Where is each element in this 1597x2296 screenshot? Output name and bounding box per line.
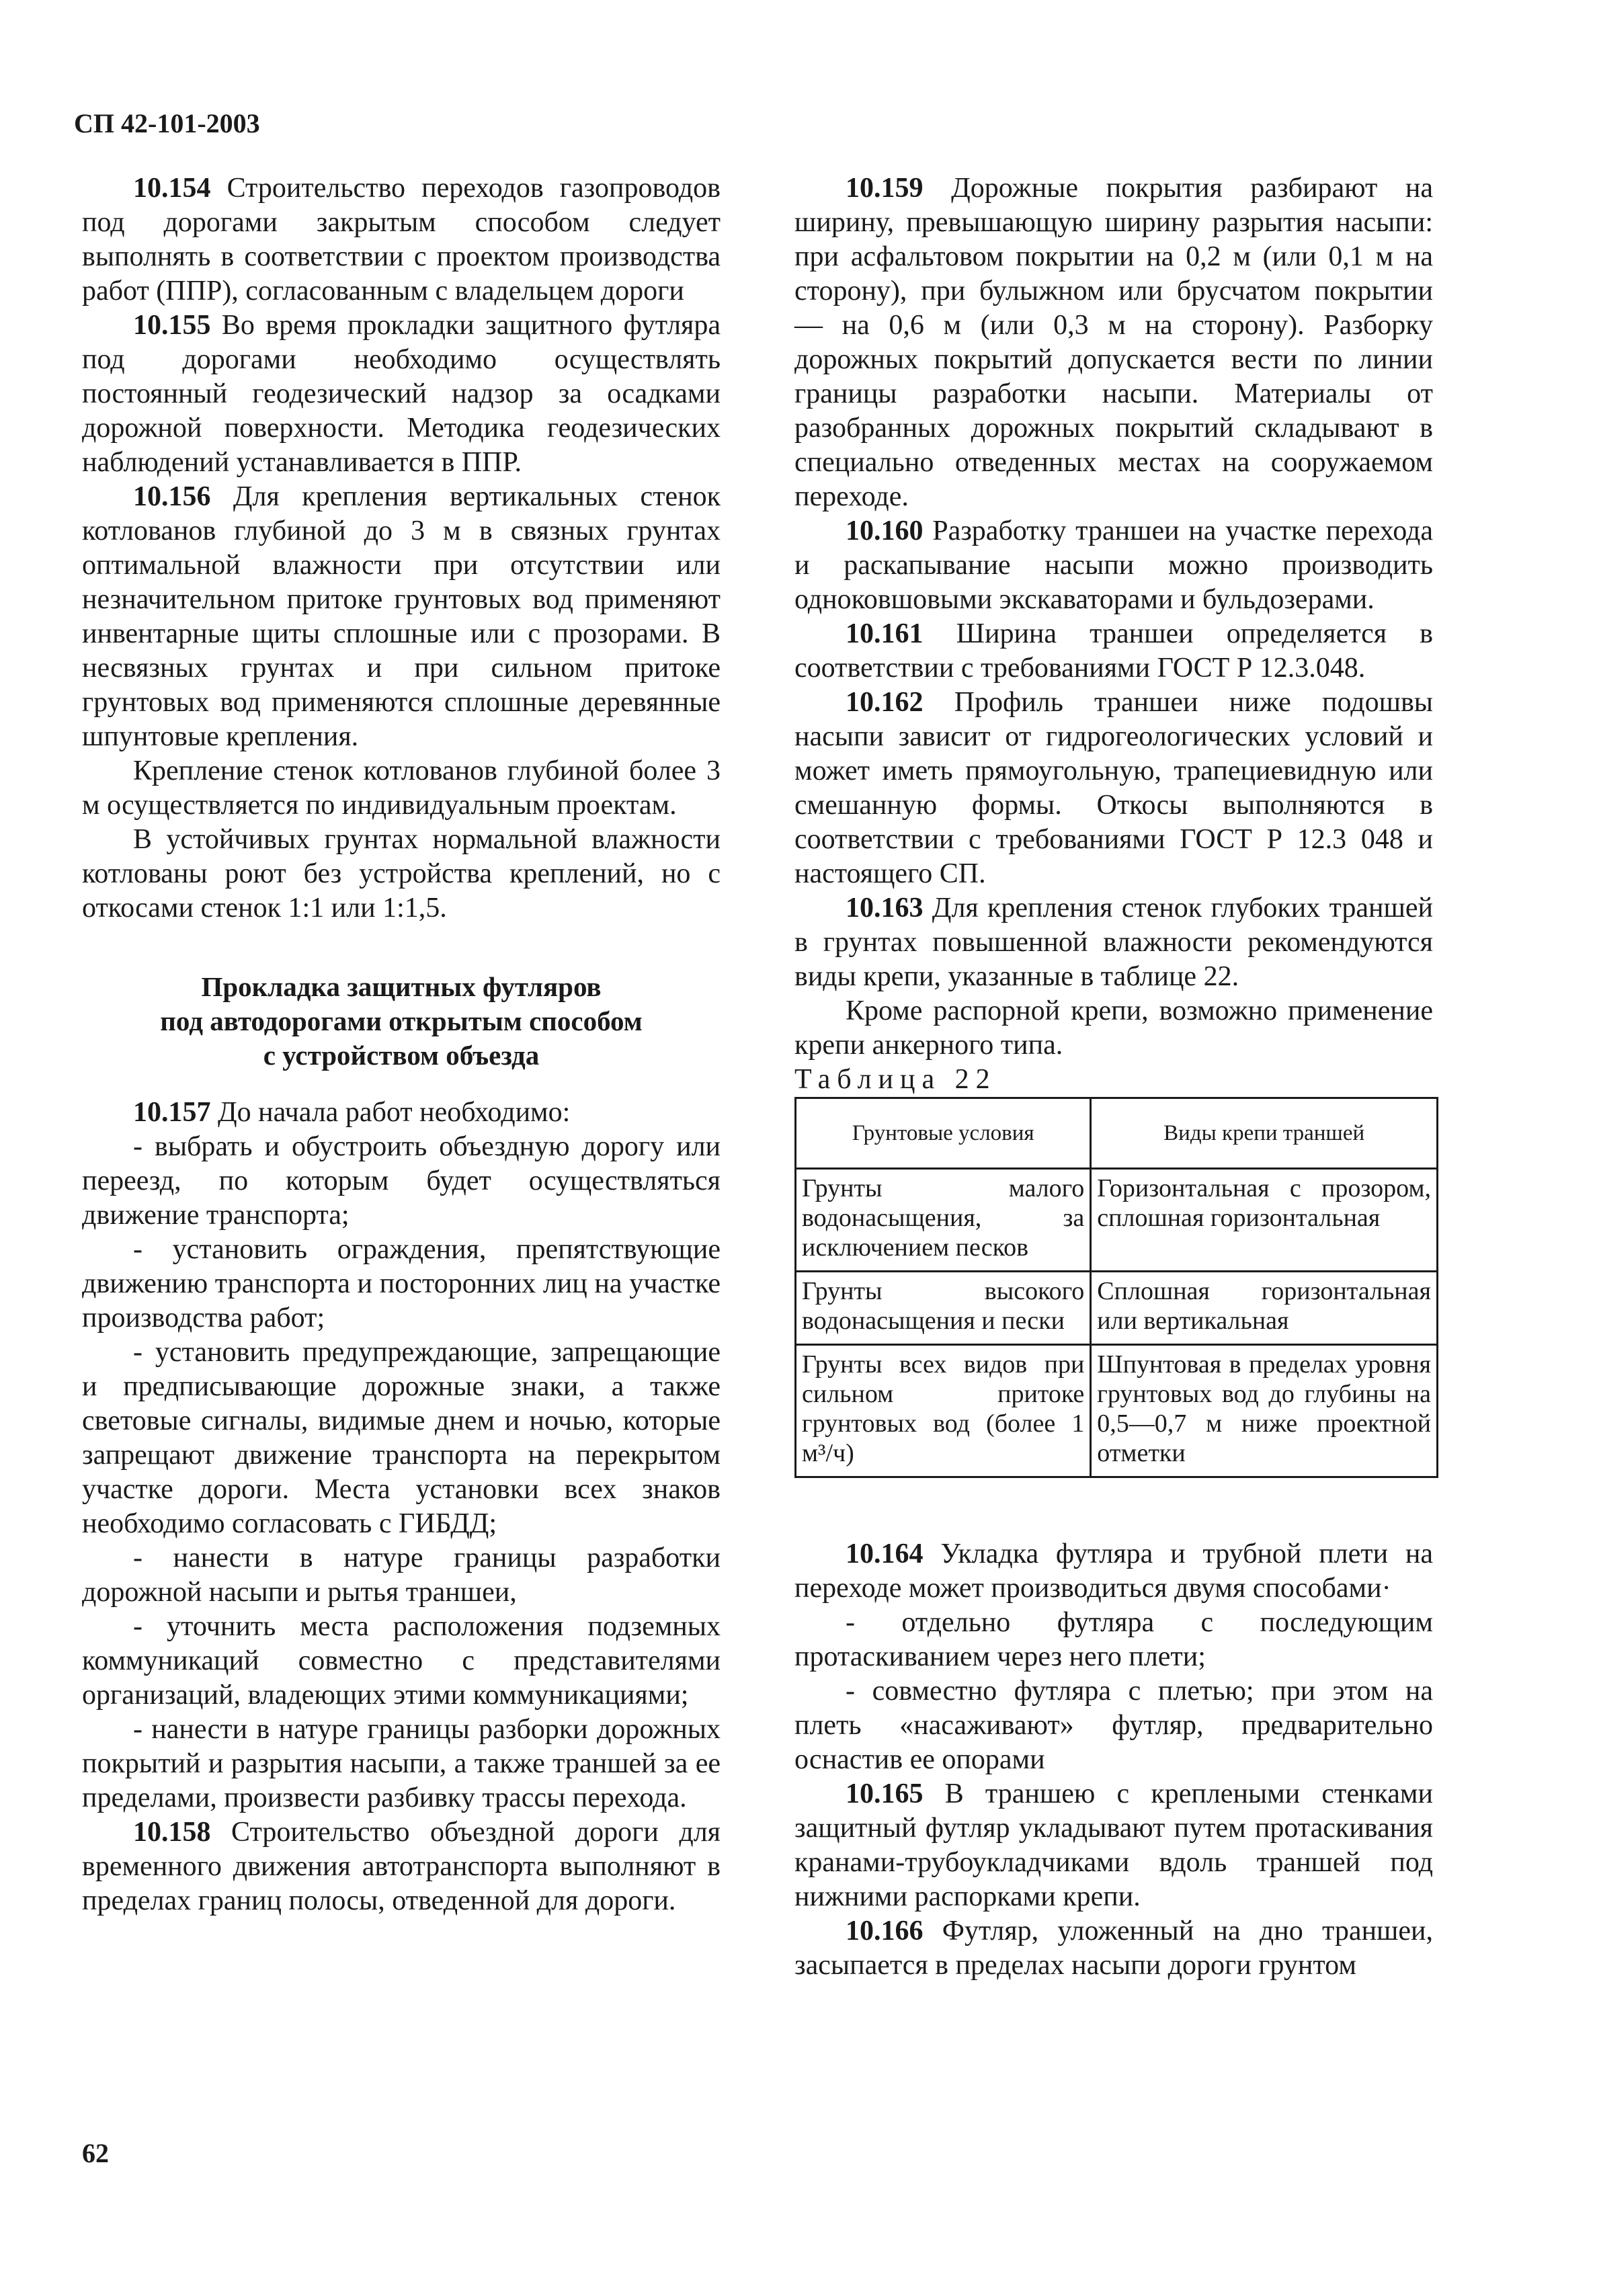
- paragraph: [82, 1610, 721, 1713]
- table-row: [796, 1272, 1438, 1345]
- document-header: СП 42-101-2003: [74, 108, 260, 138]
- paragraph-text: Укладка футляра и трубной плети на переходе может производиться двумя способами·: [794, 1539, 1433, 1604]
- section-heading-line: под автодорогами открытым способом: [160, 1006, 643, 1036]
- paragraph: [82, 1713, 721, 1815]
- paragraph: [794, 686, 1433, 891]
- clause-number: 10.157: [133, 1097, 211, 1128]
- paragraph-text: Во время прокладки защитного футляра под дорогами необходимо осуществлять постоянный геодезический надзор за осадками дорожной поверхности. Методика геодезических наблюдений устанавливается в ППР.: [82, 310, 721, 478]
- paragraph-text: - нанести в натуре границы разборки дорожных покрытий и разрытия насыпи, а также траншей за ее пределами, произвести разбивку трассы перехода.: [82, 1714, 721, 1813]
- paragraph-text: До начала работ необходимо:: [210, 1097, 571, 1128]
- table-22: [794, 1097, 1438, 1478]
- paragraph-text: - отдельно футляра с последующим протаскиванием через него плети;: [794, 1607, 1433, 1672]
- paragraph: [82, 309, 721, 480]
- clause-number: 10.160: [846, 516, 924, 546]
- paragraph-text: Ширина траншеи определяется в соответствии с требованиями ГОСТ Р 12.3.048.: [794, 618, 1433, 684]
- paragraph-text: - нанести в натуре границы разработки дорожной насыпи и рытья траншеи,: [82, 1543, 721, 1608]
- table-cell: Грунты малого водонасыщения, за исключением песков: [796, 1169, 1091, 1272]
- paragraph: [82, 1336, 721, 1541]
- paragraph: [794, 1674, 1433, 1777]
- paragraph: [794, 1606, 1433, 1674]
- paragraph-text: - совместно футляра с плетью; при этом на плеть «насаживают» футляр, предварительно оснастив ее опорами: [794, 1676, 1433, 1775]
- paragraph: [794, 994, 1433, 1063]
- paragraph-text: Профиль траншеи ниже подошвы насыпи зависит от гидрогеологических условий и может иметь прямоугольную, трапециевидную или смешанную формы. Откосы выполняются в соответствии с требованиями ГОСТ Р 12.3 048 и настоящего СП.: [794, 687, 1433, 889]
- paragraph: [794, 1537, 1433, 1606]
- clause-number: 10.154: [133, 173, 211, 204]
- paragraph: [82, 1233, 721, 1336]
- table-header-cell: Грунтовые условия: [796, 1098, 1091, 1169]
- paragraph: [82, 823, 721, 926]
- table-caption: Таблица 22: [794, 1064, 997, 1095]
- section-heading-line: с устройством объезда: [263, 1040, 540, 1071]
- paragraph: [82, 1096, 721, 1130]
- paragraph-text: Для крепления стенок глубоких траншей в грунтах повышенной влажности рекомендуются виды крепи, указанные в таблице 22.: [794, 893, 1433, 992]
- paragraph: [794, 1777, 1433, 1914]
- paragraph: [82, 171, 721, 309]
- paragraph: [794, 514, 1433, 617]
- clause-number: 10.158: [133, 1817, 211, 1848]
- paragraph-text: Кроме распорной крепи, возможно применение крепи анкерного типа.: [794, 995, 1433, 1061]
- table-cell: Шпунтовая в пределах уровня грунтовых вод до глубины на 0,5—0,7 м ниже проектной отметки: [1091, 1345, 1438, 1477]
- clause-number: 10.155: [133, 310, 211, 341]
- paragraph-text: - выбрать и обустроить объездную дорогу или переезд, по которым будет осуществляться движение транспорта;: [82, 1131, 721, 1231]
- paragraph-text: - установить предупреждающие, запрещающие и предписывающие дорожные знаки, а также световые сигналы, видимые днем и ночью, которые запрещают движение транспорта на перекрытом участке дороги. Места установки всех знаков необходимо согласовать с ГИБДД;: [82, 1337, 721, 1539]
- paragraph: [794, 171, 1433, 514]
- paragraph-text: В траншею с креплеными стенками защитный футляр укладывают путем протаскивания кранами-трубоукладчиками вдоль траншей под нижними распорками крепи.: [794, 1778, 1433, 1912]
- paragraph: [794, 891, 1433, 994]
- table-header-cell: Виды крепи траншей: [1091, 1098, 1438, 1169]
- paragraph-text: Разработку траншеи на участке перехода и раскапывание насыпи можно производить одноковшовыми экскаваторами и бульдозерами.: [794, 516, 1433, 615]
- paragraph: [82, 754, 721, 823]
- paragraph-text: В устойчивых грунтах нормальной влажности котлованы роют без устройства креплений, но с откосами стенок 1:1 или 1:1,5.: [82, 824, 721, 924]
- clause-number: 10.163: [846, 893, 924, 924]
- table-cell: Горизонтальная с прозором, сплошная горизонтальная: [1091, 1169, 1438, 1272]
- table-row: [796, 1345, 1438, 1477]
- clause-number: 10.161: [846, 618, 924, 649]
- table-row: [796, 1169, 1438, 1272]
- paragraph: [794, 617, 1433, 686]
- paragraph: [794, 1914, 1433, 1983]
- table-cell: Сплошная горизонтальная или вертикальная: [1091, 1272, 1438, 1345]
- paragraph: [82, 480, 721, 754]
- paragraph-text: - установить ограждения, препятствующие движению транспорта и посторонних лиц на участке производства работ;: [82, 1234, 721, 1334]
- clause-number: 10.156: [133, 481, 211, 512]
- clause-number: 10.159: [846, 173, 924, 204]
- paragraph-text: Дорожные покрытия разбирают на ширину, превышающую ширину разрытия насыпи: при асфальтовом покрытии на 0,2 м (или 0,1 м на сторону), при булыжном или брусчатом покрытии — на 0,6 м (или 0,3 м на сторону). Разборку дорожных покрытий допускается вести по линии границы разработки насыпи. Материалы от разобранных дорожных покрытий складывают в специально отведенных местах на сооружаемом переходе.: [794, 173, 1433, 512]
- section-heading: [82, 970, 721, 1073]
- table-cell: Грунты всех видов при сильном притоке грунтовых вод (более 1 м³/ч): [796, 1345, 1091, 1477]
- left-column: [82, 171, 721, 1918]
- clause-number: 10.162: [846, 687, 924, 718]
- page-number: 62: [82, 2138, 109, 2168]
- paragraph-text: Футляр, уложенный на дно траншеи, засыпается в пределах насыпи дороги грунтом: [794, 1916, 1433, 1981]
- section-heading-line: Прокладка защитных футляров: [201, 971, 602, 1002]
- paragraph-text: Крепление стенок котлованов глубиной более 3 м осуществляется по индивидуальным проектам.: [82, 755, 721, 821]
- paragraph: [82, 1130, 721, 1233]
- table-cell: Грунты высокого водонасыщения и пески: [796, 1272, 1091, 1345]
- paragraph-text: Для крепления вертикальных стенок котлованов глубиной до 3 м в связных грунтах оптимальной влажности при отсутствии или незначительном притоке грунтовых вод применяют инвентарные щиты сплошные или с прозорами. В несвязных грунтах и при сильном притоке грунтовых вод применяются сплошные деревянные шпунтовые крепления.: [82, 481, 721, 752]
- paragraph: [82, 1815, 721, 1918]
- clause-number: 10.165: [846, 1778, 924, 1809]
- clause-number: 10.164: [846, 1539, 924, 1569]
- paragraph-text: Строительство объездной дороги для временного движения автотранспорта выполняют в пределах границ полосы, отведенной для дороги.: [82, 1817, 721, 1916]
- paragraph-text: - уточнить места расположения подземных коммуникаций совместно с представителями организаций, владеющих этими коммуникациями;: [82, 1611, 721, 1711]
- clause-number: 10.166: [846, 1916, 924, 1946]
- right-column: [794, 171, 1433, 1983]
- paragraph-text: Строительство переходов газопроводов под дорогами закрытым способом следует выполнять в соответствии с проектом производства работ (ППР), согласованным с владельцем дороги: [82, 173, 721, 306]
- paragraph: [82, 1541, 721, 1610]
